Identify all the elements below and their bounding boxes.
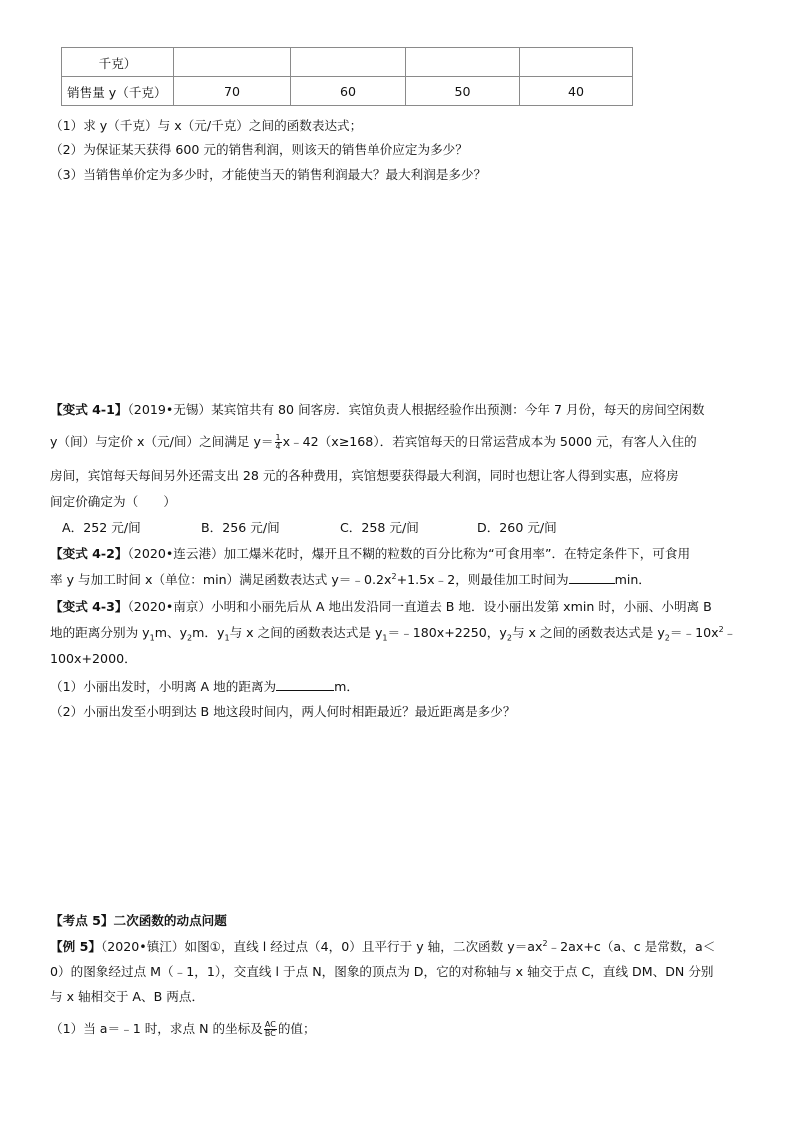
- example-5-part-1: [50, 1018, 316, 1038]
- superscript: 2: [718, 624, 724, 634]
- variant-text: 地的距离分别为 y: [50, 625, 150, 640]
- variant-4-2-line: [50, 543, 690, 562]
- option-c: C．258 元/间: [340, 520, 419, 535]
- variant-text: 100x+2000．: [50, 651, 137, 666]
- superscript: 2: [542, 938, 548, 948]
- subscript: 1: [382, 633, 388, 643]
- table-cell: 50: [406, 77, 520, 106]
- table-cell: [406, 48, 520, 77]
- answer-blank: [276, 678, 334, 691]
- variant-tag: 【变式 4-3】: [50, 599, 128, 614]
- variant-4-1-line: [50, 431, 697, 451]
- variant-tag: 【变式 4-2】: [50, 546, 128, 561]
- variant-text: （2020•南京）小明和小丽先后从 A 地出发沿同一直道去 B 地．设小丽出发第 xmin 时，小丽、小明离 B: [127, 599, 712, 614]
- variant-text: （2019•无锡）某宾馆共有 80 间客房．宾馆负责人根据经验作出预测：今年 7 月份，每天的房间空闲数: [127, 402, 705, 417]
- section-heading: 【考点 5】二次函数的动点问题: [50, 913, 227, 928]
- variant-text: 率 y 与加工时间 x（单位：min）满足函数表达式 y＝﹣0.2x: [50, 572, 392, 587]
- variant-text: 与 x 之间的函数表达式是 y: [229, 625, 383, 640]
- table-cell: 销售量 y（千克）: [62, 77, 174, 106]
- variant-text: （2020•连云港）加工爆米花时，爆开且不糊的粒数的百分比称为“可食用率”．在特定条件下，可食用: [127, 546, 691, 561]
- table-cell: 40: [520, 77, 633, 106]
- table-cell: [291, 48, 406, 77]
- variant-text: y（间）与定价 x（元/间）之间满足 y＝: [50, 434, 274, 449]
- variant-text: （1）小丽出发时，小明离 A 地的距离为: [50, 679, 277, 694]
- variant-4-3-part-1: [50, 676, 359, 695]
- question-part-1: （1）求 y（千克）与 x（元/千克）之间的函数表达式；: [50, 118, 363, 133]
- variant-text: min．: [614, 572, 651, 587]
- variant-text: m、y: [154, 625, 188, 640]
- fraction-denominator: BC: [264, 1029, 276, 1038]
- superscript: 2: [391, 571, 397, 581]
- table-cell: [174, 48, 291, 77]
- subscript: 1: [149, 633, 155, 643]
- example-5-line: [50, 936, 715, 955]
- table-cell: 70: [174, 77, 291, 106]
- example-text: （1）当 a＝﹣1 时，求点 N 的坐标及: [50, 1021, 263, 1036]
- variant-text: m．y: [192, 625, 225, 640]
- example-text: ﹣2ax+c（a、c 是常数，a＜: [547, 939, 716, 954]
- variant-4-3-line: [50, 622, 736, 641]
- table-cell: 千克）: [62, 48, 174, 77]
- option-a: A．252 元/间: [62, 520, 141, 535]
- table-cell: 60: [291, 77, 406, 106]
- variant-text: +1.5x﹣2，则最佳加工时间为: [396, 572, 569, 587]
- variant-text: m．: [334, 679, 360, 694]
- variant-text: 间定价确定为（ ）: [50, 494, 176, 509]
- option-b: B．256 元/间: [201, 520, 280, 535]
- variant-text: ＝﹣10x: [669, 625, 719, 640]
- example-tag: 【例 5】: [50, 939, 101, 954]
- variant-4-3-part-2: （2）小丽出发至小明到达 B 地这段时间内，两人何时相距最近？最近距离是多少？: [50, 704, 516, 719]
- example-text: 的值；: [277, 1021, 316, 1036]
- question-part-3: （3）当销售单价定为多少时，才能使当天的销售利润最大？最大利润是多少？: [50, 167, 487, 182]
- variant-4-1-line: [50, 399, 705, 418]
- fraction: [264, 1021, 277, 1038]
- variant-tag: 【变式 4-1】: [50, 402, 128, 417]
- variant-text: ﹣: [723, 625, 737, 640]
- example-text: （2020•镇江）如图①，直线 l 经过点（4，0）且平行于 y 轴，二次函数 y＝ax: [100, 939, 543, 954]
- variant-4-3-line: [50, 596, 712, 615]
- example-text: 0）的图象经过点 M（﹣1，1），交直线 l 于点 N，图象的顶点为 D，它的对称轴与 x 轴交于点 C，直线 DM、DN 分别: [50, 964, 714, 979]
- subscript: 2: [187, 633, 193, 643]
- subscript: 2: [506, 633, 512, 643]
- answer-blank: [569, 571, 615, 584]
- table-row: [62, 77, 633, 106]
- fraction-denominator: 4: [275, 442, 281, 451]
- fraction: [275, 434, 282, 451]
- fraction-numerator: AC: [264, 1020, 276, 1029]
- variant-text: x﹣42（x≥168）．若宾馆每天的日常运营成本为 5000 元，有客人入住的: [282, 434, 697, 449]
- variant-text: ＝﹣180x+2250，y: [387, 625, 507, 640]
- example-text: 与 x 轴相交于 A、B 两点．: [50, 989, 205, 1004]
- subscript: 2: [664, 633, 670, 643]
- subscript: 1: [224, 633, 230, 643]
- variant-text: 与 x 之间的函数表达式是 y: [511, 625, 665, 640]
- sales-table: [61, 47, 633, 106]
- table-cell: [520, 48, 633, 77]
- fraction-numerator: 1: [275, 433, 281, 442]
- option-d: D．260 元/间: [477, 520, 557, 535]
- table-row: [62, 48, 633, 77]
- variant-4-2-line: [50, 569, 651, 588]
- variant-text: 房间，宾馆每天每间另外还需支出 28 元的各种费用，宾馆想要获得最大利润，同时也想让客人得到实惠，应将房: [50, 468, 679, 483]
- question-part-2: （2）为保证某天获得 600 元的销售利润，则该天的销售单价应定为多少？: [50, 142, 468, 157]
